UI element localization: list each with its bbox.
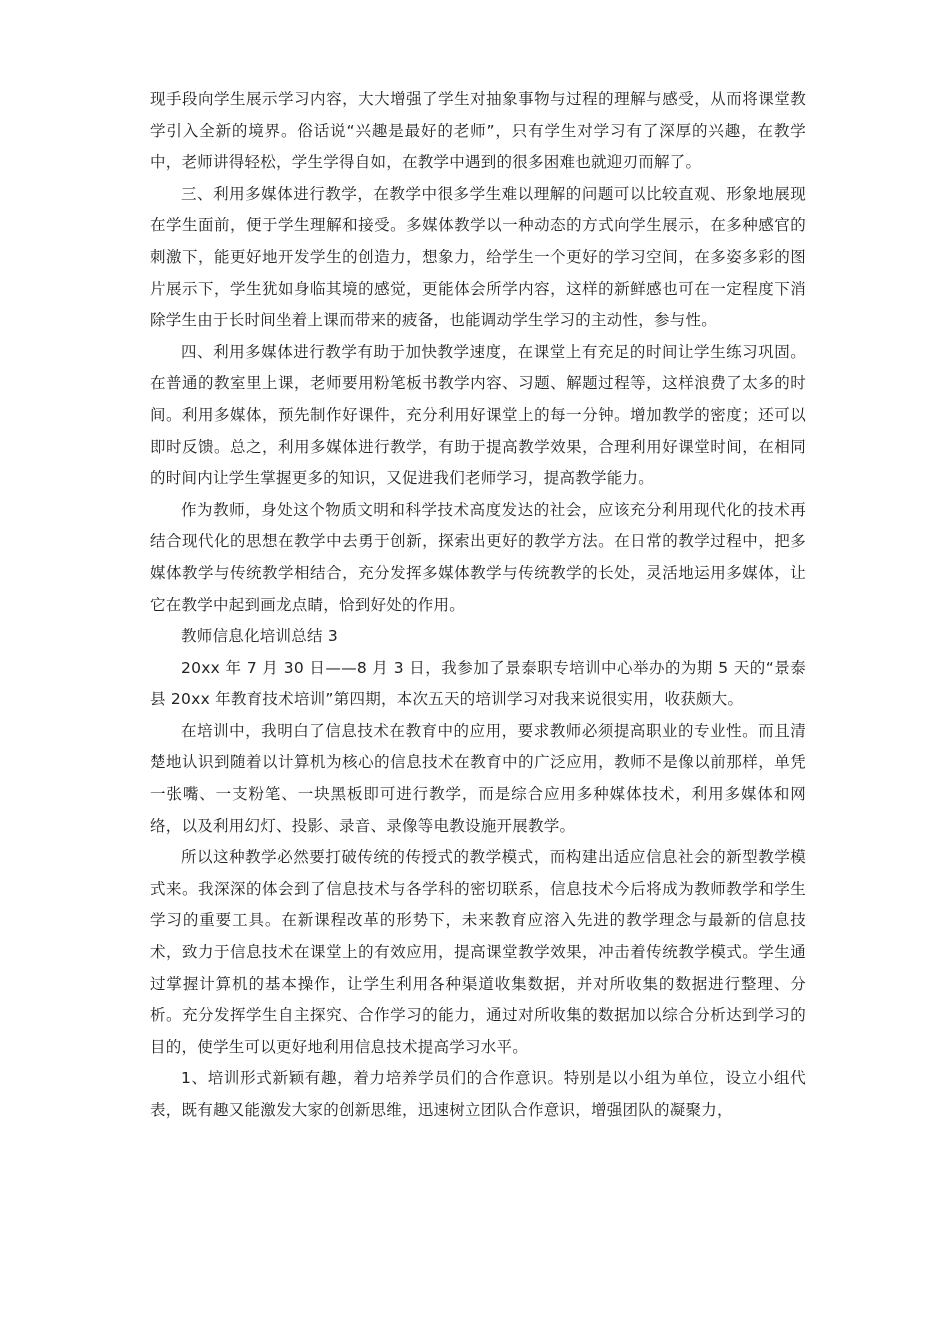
paragraph-teaching-model: 所以这种教学必然要打破传统的传授式的教学模式，而构建出适应信息社会的新型教学模式来。我深深的体会到了信息技术与各学科的密切联系，信息技术今后将成为教师教学和学生学习的重要工具。在新课程改革的形势下，未来教育应溶入先进的教学理念与最新的信息技术，致力于信息技术在课堂上的有效应用，提高课堂教学效果，冲击着传统教学模式。学生通过掌握计算机的基本操作，让学生利用各种渠道收集数据，并对所收集的数据进行整理、分析。充分发挥学生自主探究、合作学习的能力，通过对所收集的数据加以综合分析达到学习的目的，使学生可以更好地利用信息技术提高学习水平。 <box>150 848 806 1056</box>
paragraph-point-one: 1、培训形式新颖有趣，着力培养学员们的合作意识。特别是以小组为单位，设立小组代表，既有趣又能激发大家的创新思维，迅速树立团队合作意识，增强团队的凝聚力， <box>150 1069 806 1119</box>
document-page <box>150 84 806 1127</box>
paragraph-point-three: 三、利用多媒体进行教学，在教学中很多学生难以理解的问题可以比较直观、形象地展现在学生面前，便于学生理解和接受。多媒体教学以一种动态的方式向学生展示，在多种感官的刺激下，能更好地开发学生的创造力，想象力，给学生一个更好的学习空间，在多姿多彩的图片展示下，学生犹如身临其境的感觉，更能体会所学内容，这样的新鲜感也可在一定程度下消除学生由于长时间坐着上课而带来的疲备，也能调动学生学习的主动性，参与性。 <box>150 184 806 330</box>
paragraph-continuation: 现手段向学生展示学习内容，大大增强了学生对抽象事物与过程的理解与感受，从而将课堂教学引入全新的境界。俗话说“兴趣是最好的老师”，只有学生对学习有了深厚的兴趣，在教学中，老师讲得轻松，学生学得自如，在教学中遇到的很多困难也就迎刃而解了。 <box>150 90 806 172</box>
paragraph-training-insight: 在培训中，我明白了信息技术在教育中的应用，要求教师必须提高职业的专业性。而且清楚地认识到随着以计算机为核心的信息技术在教育中的广泛应用，教师不是像以前那样，单凭一张嘴、一支粉笔、一块黑板即可进行教学，而是综合应用多种媒体技术，利用多媒体和网络，以及利用幻灯、投影、录音、录像等电教设施开展教学。 <box>150 721 806 835</box>
paragraph-conclusion: 作为教师，身处这个物质文明和科学技术高度发达的社会，应该充分利用现代化的技术再结合现代化的思想在教学中去勇于创新，探索出更好的教学方法。在日常的教学过程中，把多媒体教学与传统教学相结合，充分发挥多媒体教学与传统教学的长处，灵活地运用多媒体，让它在教学中起到画龙点睛，恰到好处的作用。 <box>150 500 806 614</box>
paragraph-point-four: 四、利用多媒体进行教学有助于加快教学速度，在课堂上有充足的时间让学生练习巩固。在普通的教室里上课，老师要用粉笔板书教学内容、习题、解题过程等，这样浪费了太多的时间。利用多媒体，预先制作好课件，充分利用好课堂上的每一分钟。增加教学的密度；还可以即时反馈。总之，利用多媒体进行教学，有助于提高教学效果，合理利用好课堂时间，在相同的时间内让学生掌握更多的知识，又促进我们老师学习，提高教学能力。 <box>150 342 806 488</box>
paragraph-training-dates: 20xx 年 7 月 30 日——8 月 3 日，我参加了景泰职专培训中心举办的为期 5 天的“景泰县 20xx 年教育技术培训”第四期，本次五天的培训学习对我来说很实用，收获颇大。 <box>150 658 806 709</box>
section-heading: 教师信息化培训总结 3 <box>181 627 339 646</box>
